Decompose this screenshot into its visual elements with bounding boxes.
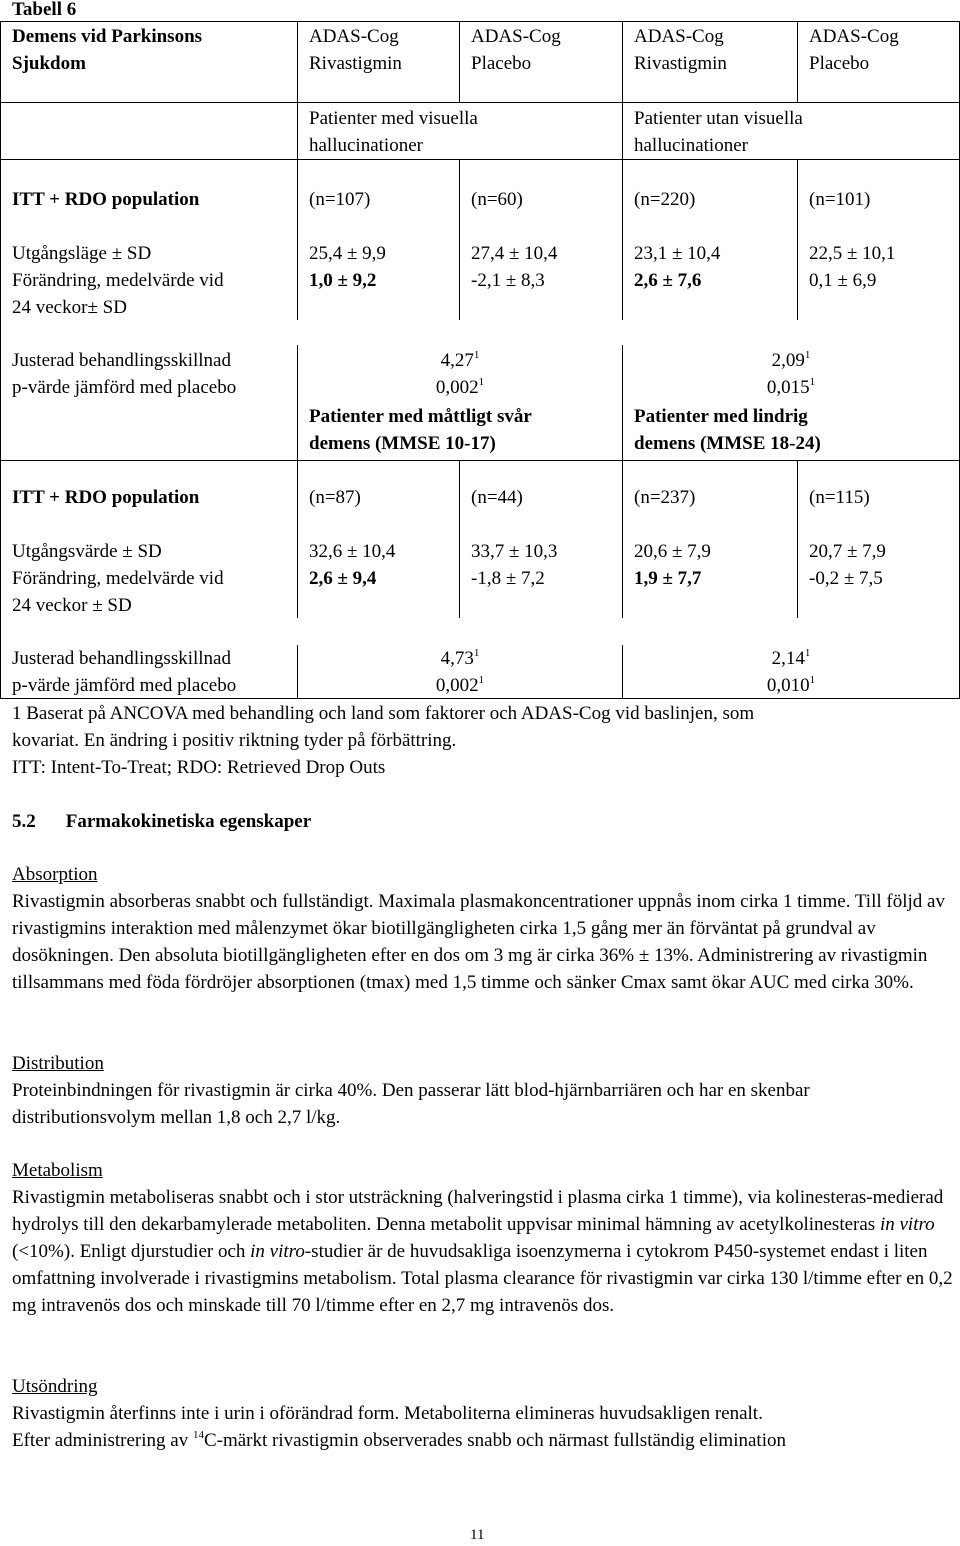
itt-label: ITT + RDO population	[12, 487, 200, 508]
baseline-value: 23,1 ± 10,4	[634, 243, 721, 264]
row-labels: Utgångsvärde ± SD Förändring, medelvärde vid 24 veckor ± SD	[12, 541, 224, 616]
change-value: -2,1 ± 8,3	[471, 270, 545, 291]
distribution-paragraph: Proteinbindningen för rivastigmin är cirka 40%. Den passerar lätt blod-hjärnbarriären och har en skenbar distributionsvolym mellan 1,8 och 2,7 l/kg.	[12, 1080, 810, 1128]
absorption-paragraph: Rivastigmin absorberas snabbt och fullständigt. Maximala plasmakoncentrationer uppnås inom cirka 1 timme. Till följd av rivastigmins interaktion med målenzymet ökar biotillgängligheten cirka 1,5 gång mer än förväntat på grundval av dosökningen. Den absoluta biotillgängligheten efter en dos om 3 mg är cirka 36% ± 13%. Administrering av rivastigmin tillsammans med föda fördröjer absorptionen (tmax) med 1,5 timme och sänker Cmax samt ökar AUC med cirka 30%.	[12, 891, 945, 993]
change-value: 0,1 ± 6,9	[809, 270, 877, 291]
baseline-value: 22,5 ± 10,1	[809, 243, 896, 264]
table-border-top	[0, 21, 960, 22]
change-value: 2,6 ± 7,6	[634, 270, 702, 291]
n-value: (n=220)	[634, 189, 696, 210]
row-labels: Utgångsläge ± SD Förändring, medelvärde vid 24 veckor± SD	[12, 243, 224, 318]
data-divider	[797, 159, 798, 320]
n-value: (n=87)	[309, 487, 361, 508]
data-divider	[297, 460, 298, 618]
header-col1: ADAS-Cog Rivastigmin	[309, 26, 402, 74]
n-value: (n=44)	[471, 487, 523, 508]
data-divider	[622, 159, 623, 320]
baseline-value: 33,7 ± 10,3	[471, 541, 558, 562]
page-number: 11	[470, 1527, 485, 1543]
change-value: -1,8 ± 7,2	[471, 568, 545, 589]
absorption-heading: Absorption	[12, 864, 98, 885]
baseline-value: 20,7 ± 7,9	[809, 541, 886, 562]
subheader-mild-dementia: Patienter med lindrig demens (MMSE 18-24)	[634, 406, 821, 454]
excretion-heading: Utsöndring	[12, 1376, 98, 1397]
adjusted-label: Justerad behandlingsskillnad p-värde jämförd med placebo	[12, 350, 237, 398]
change-value: 2,6 ± 9,4	[309, 568, 377, 589]
adjusted-left: 4,73$^1$ 0,002$^1$	[435, 647, 485, 696]
data-divider	[622, 460, 623, 618]
section-heading: 5.2 Farmakokinetiska egenskaper	[12, 811, 312, 832]
subheader-without-hallucinations: Patienter utan visuella hallucinationer	[634, 108, 803, 156]
n-value: (n=107)	[309, 189, 371, 210]
header-col2: ADAS-Cog Placebo	[471, 26, 561, 74]
data-divider	[297, 159, 298, 320]
header-divider	[797, 21, 798, 103]
baseline-value: 32,6 ± 10,4	[309, 541, 396, 562]
data-divider	[459, 159, 460, 320]
excretion-paragraph: Rivastigmin återfinns inte i urin i oförändrad form. Metaboliterna elimineras huvudsakligen renalt. Efter administrering av $^{14}$C-märkt rivastigmin observerades snabb och närmast fullständig elimination	[12, 1403, 786, 1451]
change-value: -0,2 ± 7,5	[809, 568, 883, 589]
data-divider	[797, 460, 798, 618]
table-footnotes: 1 Baserat på ANCOVA med behandling och land som faktorer och ADAS-Cog vid baslinjen, som kovariat. En ändring i positiv riktning tyder på förbättring. ITT: Intent-To-Treat; RDO: Retrieved Drop Outs	[12, 703, 755, 778]
header-bottom-rule	[0, 102, 960, 103]
change-value: 1,9 ± 7,7	[634, 568, 702, 589]
metabolism-paragraph: Rivastigmin metaboliseras snabbt och i stor utsträckning (halveringstid i plasma cirka 1 timme), via kolinesteras-medierad hydrolys till den dekarbamylerade metaboliten. Denna metabolit uppvisar minimal hämning av acetylkolinesteras in vitro (<10%). Enligt djurstudier och in vitro-studier är de huvudsakliga isoenzymerna i cytokrom P450-systemet endast i liten omfattning involverade i rivastigmins metabolism. Total plasma clearance för rivastigmin var cirka 130 l/timme efter en 0,2 mg intravenös dos och minskade till 70 l/timme efter en 2,7 mg intravenös dos.	[12, 1187, 953, 1316]
n-value: (n=115)	[809, 487, 870, 508]
header-col3: ADAS-Cog Rivastigmin	[634, 26, 727, 74]
data-divider	[459, 460, 460, 618]
itt-label: ITT + RDO population	[12, 189, 200, 210]
subheader-with-hallucinations: Patienter med visuella hallucinationer	[309, 108, 478, 156]
baseline-value: 20,6 ± 7,9	[634, 541, 711, 562]
distribution-heading: Distribution	[12, 1053, 104, 1074]
adjusted-right: 2,09$^1$ 0,015$^1$	[766, 349, 816, 398]
table-caption: Tabell 6	[12, 0, 77, 20]
adjusted-left: 4,27$^1$ 0,002$^1$	[435, 349, 485, 398]
subheader-moderate-dementia: Patienter med måttligt svår demens (MMSE 10-17)	[309, 406, 532, 454]
adjusted-right: 2,14$^1$ 0,010$^1$	[766, 647, 816, 696]
n-value: (n=101)	[809, 189, 871, 210]
header-divider	[459, 21, 460, 103]
baseline-value: 25,4 ± 9,9	[309, 243, 386, 264]
header-col0: Demens vid Parkinsons Sjukdom	[12, 26, 203, 74]
header-divider	[297, 21, 298, 103]
header-divider	[622, 21, 623, 103]
metabolism-heading: Metabolism	[12, 1160, 103, 1181]
table-border-left	[0, 21, 1, 699]
subheader-divider	[297, 102, 298, 160]
n-value: (n=237)	[634, 487, 696, 508]
section-rule	[0, 460, 960, 461]
baseline-value: 27,4 ± 10,4	[471, 243, 558, 264]
header-col4: ADAS-Cog Placebo	[809, 26, 899, 74]
change-value: 1,0 ± 9,2	[309, 270, 377, 291]
subheader-divider	[622, 102, 623, 160]
subheader-bottom-rule	[0, 159, 960, 160]
adjusted-label: Justerad behandlingsskillnad p-värde jämförd med placebo	[12, 648, 237, 696]
n-value: (n=60)	[471, 189, 523, 210]
